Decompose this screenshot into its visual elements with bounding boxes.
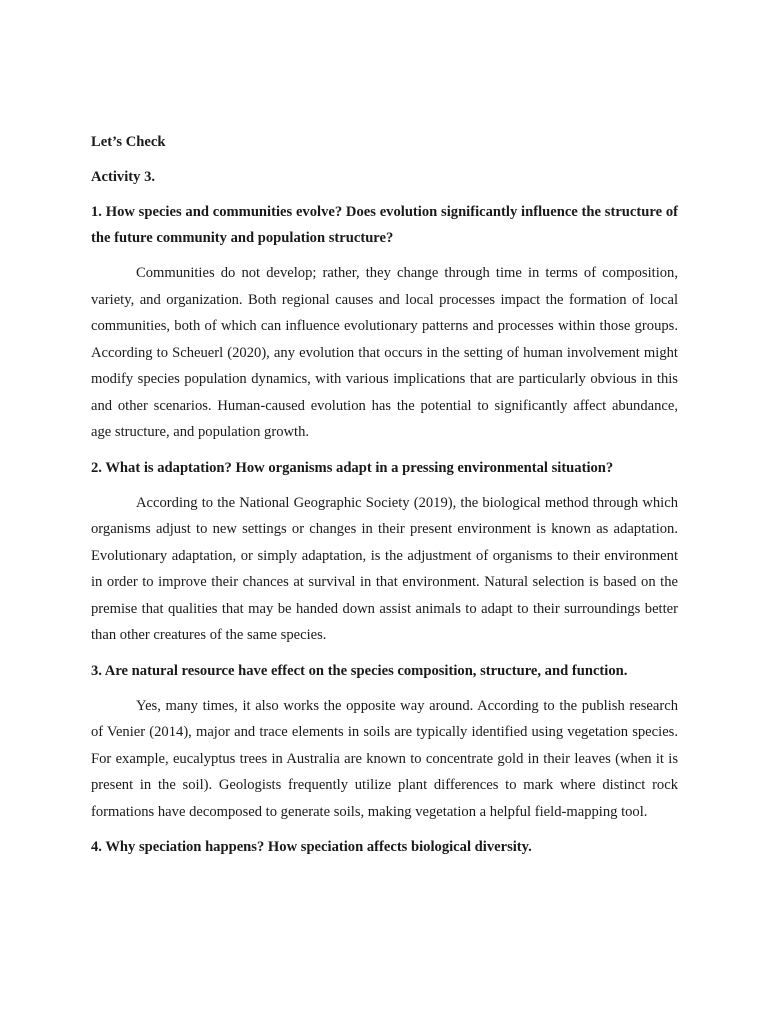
question-2: 2. What is adaptation? How organisms adapt in a pressing environmental situation? [91, 459, 614, 476]
answer-1: Communities do not develop; rather, they change through time in terms of composition, variety, and organization. Both regional causes and local processes impact the formation of local communities, both of which can influence evolutionary patterns and processes within those groups. According to Scheuerl (2020), any evolution that occurs in the setting of human involvement might modify species population dynamics, with various implications that are particularly obvious in this and other scenarios. Human-caused evolution has the potential to significantly affect abundance, age structure, and population growth. [91, 265, 678, 440]
question-1: 1. How species and communities evolve? Does evolution significantly influence the structure of the future community and population structure? [91, 204, 678, 246]
answer-3: Yes, many times, it also works the opposite way around. According to the publish research of Venier (2014), major and trace elements in soils are typically identified using vegetation species. For example, eucalyptus trees in Australia are known to concentrate gold in their leaves (when it is present in the soil). Geologists frequently utilize plant differences to mark where distinct rock formations have decomposed to generate soils, making vegetation a helpful field-mapping tool. [91, 697, 678, 820]
activity-title: Activity 3. [91, 169, 156, 185]
document-body [91, 129, 678, 869]
answer-2: According to the National Geographic Society (2019), the biological method through which organisms adjust to new settings or changes in their present environment is known as adaptation. Evolutionary adaptation, or simply adaptation, is the adjustment of organisms to their environment in order to improve their chances at survival in that environment. Natural selection is based on the premise that qualities that may be handed down assist animals to adapt to their surroundings better than other creatures of the same species. [91, 494, 678, 643]
section-title: Let’s Check [91, 134, 166, 150]
question-4: 4. Why speciation happens? How speciation affects biological diversity. [91, 839, 532, 855]
question-3: 3. Are natural resource have effect on the species composition, structure, and function. [91, 662, 628, 679]
